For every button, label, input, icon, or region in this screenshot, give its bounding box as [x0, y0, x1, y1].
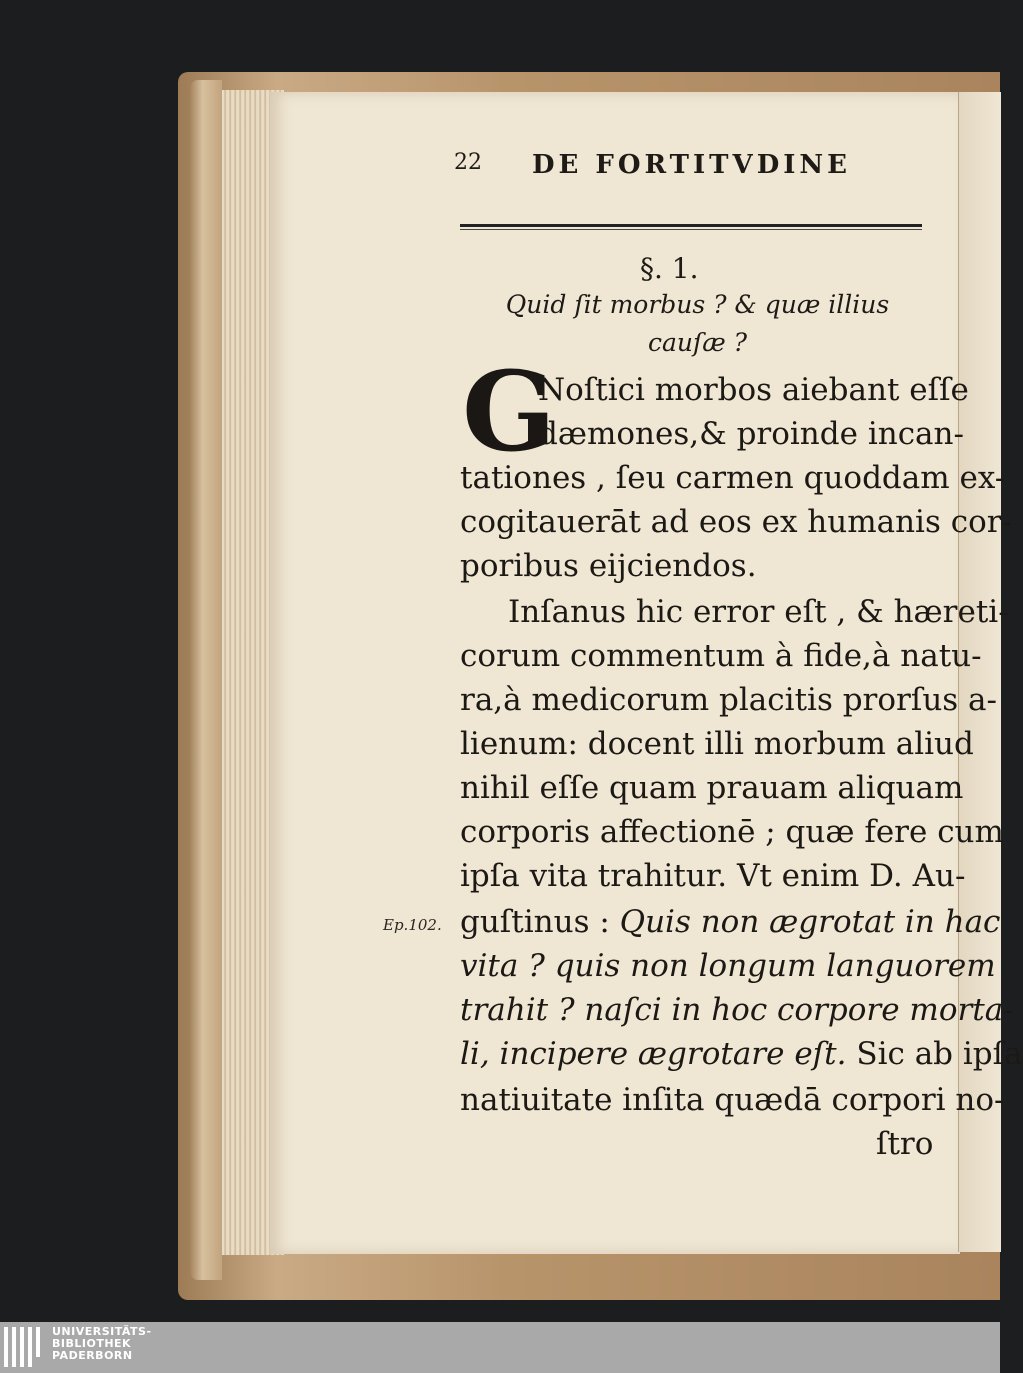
body-line: ipſa vita trahitur. Vt enim D. Au- [460, 858, 966, 894]
body-line: lienum: docent illi morbum aliud [460, 726, 974, 762]
section-mark: §. 1. [640, 252, 699, 285]
header-rule [460, 224, 922, 227]
body-line: Inſanus hic error eſt , & hæreti- [508, 594, 1009, 630]
quote-line: trahit ? naſci in hoc corpore morta- [460, 992, 1014, 1028]
margin-note: Ep.102. [383, 916, 442, 934]
catchword: ſtro [876, 1126, 934, 1162]
body-line: cogitauerāt ad eos ex humanis cor- [460, 504, 1013, 540]
header-rule-thin [460, 229, 922, 230]
quote-line: vita ? quis non longum languorem [460, 948, 996, 984]
body-line: corporis affectionē ; quæ fere cum [460, 814, 1004, 850]
quote-text: Quis non ægrotat in hac [619, 904, 1001, 940]
body-line: Noſtici morbos aiebant eſſe [538, 372, 969, 408]
library-logo-text [52, 1326, 152, 1362]
logo-line: PADERBORN [52, 1349, 133, 1362]
body-line: nihil eſſe quam prauam aliquam [460, 770, 964, 806]
running-title: DE FORTITVDINE [532, 150, 851, 180]
subheading-line: cauſæ ? [647, 328, 748, 357]
drop-cap: G [462, 347, 556, 476]
body-line: tationes , ſeu carmen quoddam ex- [460, 460, 1006, 496]
logo-line: BIBLIOTHEK [52, 1337, 132, 1350]
running-header [454, 150, 924, 190]
library-logo-icon [4, 1327, 44, 1367]
quote-end: li, incipere ægrotare eſt. [460, 1036, 847, 1072]
body-line: poribus eijciendos. [460, 548, 757, 584]
body-line [460, 1032, 1023, 1076]
body-text: Sic ab ipſa [856, 1036, 1023, 1072]
book-spine [190, 80, 222, 1280]
page-number: 22 [454, 150, 482, 175]
body-line: natiuitate inſita quædā corpori no- [460, 1082, 1005, 1118]
body-line: ra,à medicorum placitis prorſus a- [460, 682, 998, 718]
logo-line: UNIVERSITÄTS- [52, 1325, 152, 1338]
quote-intro: guſtinus : [460, 904, 610, 940]
subheading-line: Quid ſit morbus ? & quæ illius [505, 290, 890, 319]
body-line: corum commentum à fide,à natu- [460, 638, 982, 674]
body-line [460, 900, 1000, 944]
body-line: dæmones,& proinde incan- [538, 416, 964, 452]
